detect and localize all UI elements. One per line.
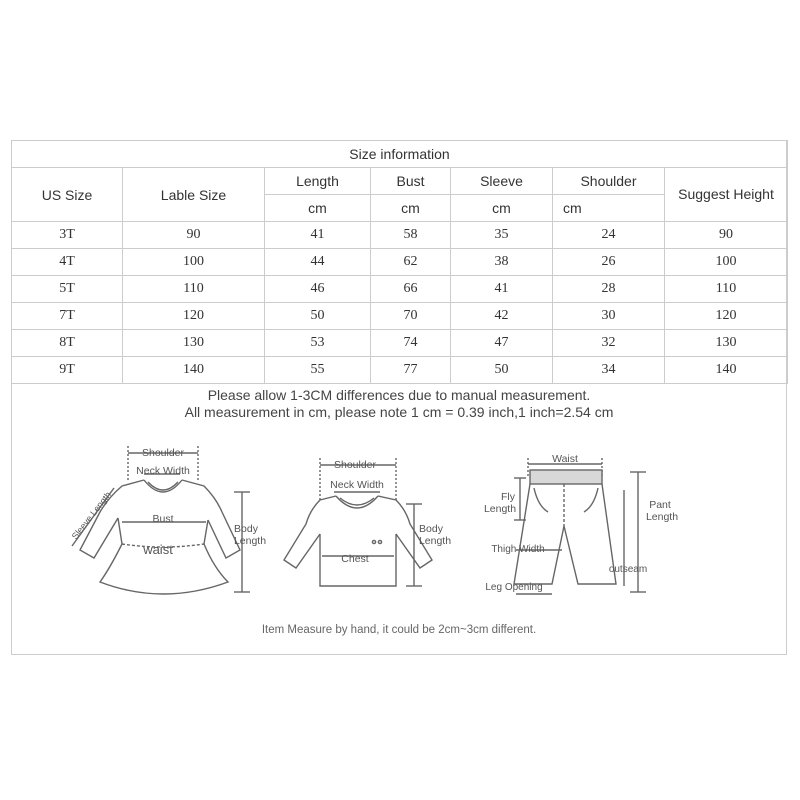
table-title-row [12,141,788,168]
cell-lable-size: 100 [123,249,265,276]
pants-leg-opening-label: Leg Opening [485,582,543,593]
cell-bust: 62 [371,249,451,276]
cell-bust: 70 [371,303,451,330]
header-bust: Bust [371,168,451,195]
dress-body-label: Body [234,523,258,535]
cell-shoulder: 24 [553,222,665,249]
table-row [12,303,788,330]
cell-shoulder: 34 [553,357,665,384]
cell-length: 53 [265,330,371,357]
cell-sleeve: 50 [451,357,553,384]
header-suggest-height: Suggest Height [665,168,788,222]
cell-length: 41 [265,222,371,249]
pants-pant-length-label: Length [645,511,679,523]
pants-waist-label: Waist [552,453,578,465]
dress-length-label: Length [233,535,267,547]
cell-sleeve: 35 [451,222,553,249]
cell-shoulder: 30 [553,303,665,330]
table-title: Size information [12,141,788,168]
cell-length: 46 [265,276,371,303]
cell-sleeve: 41 [451,276,553,303]
cell-us-size: 5T [12,276,123,303]
cell-suggest-height: 140 [665,357,788,384]
size-table [11,140,788,384]
cell-suggest-height: 90 [665,222,788,249]
cell-us-size: 7T [12,303,123,330]
cell-suggest-height: 120 [665,303,788,330]
cell-sleeve: 42 [451,303,553,330]
cell-sleeve: 47 [451,330,553,357]
cell-us-size: 8T [12,330,123,357]
top-shoulder-label: Shoulder [333,459,377,471]
cell-lable-size: 120 [123,303,265,330]
cell-sleeve: 38 [451,249,553,276]
cell-suggest-height: 100 [665,249,788,276]
cell-length: 50 [265,303,371,330]
cell-length: 55 [265,357,371,384]
dress-neck-width-label: Neck Width [136,465,190,477]
header-length: Length [265,168,371,195]
cell-us-size: 3T [12,222,123,249]
cell-us-size: 4T [12,249,123,276]
cell-shoulder: 28 [553,276,665,303]
top-length-label: Length [418,535,452,547]
dress-bust-label: Bust [152,513,174,525]
cell-suggest-height: 110 [665,276,788,303]
cell-lable-size: 130 [123,330,265,357]
top-neck-width-label: Neck Width [330,479,384,491]
pants-fly-label: Fly [501,491,515,503]
table-row [12,276,788,303]
header-us-size: US Size [12,168,123,222]
cell-bust: 77 [371,357,451,384]
unit-shoulder: cm [553,195,665,222]
cell-shoulder: 26 [553,249,665,276]
pants-thigh-width-label: Thigh Width [491,544,545,555]
header-shoulder: Shoulder [553,168,665,195]
cell-suggest-height: 130 [665,330,788,357]
cell-lable-size: 110 [123,276,265,303]
table-row [12,330,788,357]
cell-us-size: 9T [12,357,123,384]
table-row [12,357,788,384]
unit-bust: cm [371,195,451,222]
cell-lable-size: 140 [123,357,265,384]
footnote: Item Measure by hand, it could be 2cm~3cm different. [261,624,537,636]
header-sleeve: Sleeve [451,168,553,195]
header-lable-size: Lable Size [123,168,265,222]
note-conversion: All measurement in cm, please note 1 cm = 0.39 inch,1 inch=2.54 cm [184,404,614,420]
cell-bust: 58 [371,222,451,249]
dress-diagram [60,440,280,610]
cell-bust: 74 [371,330,451,357]
cell-shoulder: 32 [553,330,665,357]
dress-sleeve-length-label: Sleeve Length [69,489,114,542]
table-header-row [12,168,788,195]
dress-shoulder-label: Shoulder [141,447,185,459]
cell-length: 44 [265,249,371,276]
unit-sleeve: cm [451,195,553,222]
table-row [12,249,788,276]
table-row [12,222,788,249]
cell-bust: 66 [371,276,451,303]
pants-diagram [478,450,698,610]
cell-lable-size: 90 [123,222,265,249]
pants-fly-length-label: Length [483,503,517,515]
top-body-label: Body [419,523,443,535]
dress-waist-label: waist [143,542,173,557]
top-diagram [270,450,470,610]
pants-pant-label: Pant [649,499,671,511]
pants-outseam-label: outseam [608,564,648,575]
note-allowance: Please allow 1-3CM differences due to manual measurement. [207,387,591,403]
top-chest-label: Chest [341,553,369,565]
unit-length: cm [265,195,371,222]
